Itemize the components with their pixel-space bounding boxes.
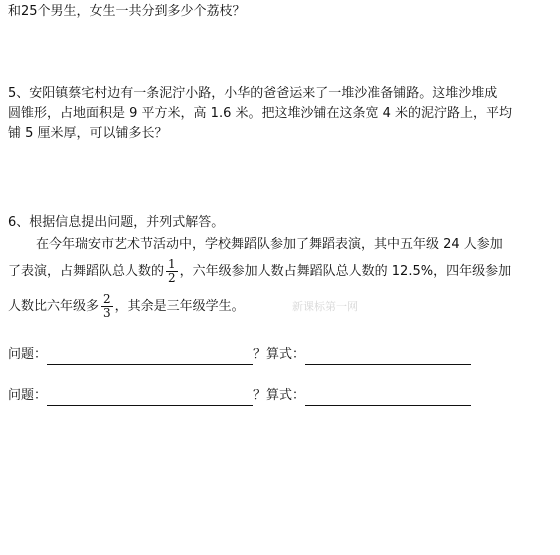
formula-label: ？算式： (253, 388, 306, 403)
formula-blank[interactable] (305, 391, 471, 406)
fraction-numerator: 2 (103, 292, 111, 306)
q6-line-2: 在今年瑞安市艺术节活动中，学校舞蹈队参加了舞蹈表演，其中五年级 24 人参加 (36, 237, 503, 252)
q6-line-3 (8, 258, 511, 285)
q6-line-4-part-a: 人数比六年级多 (8, 299, 100, 314)
q5-line-1: 5、安阳镇蔡宅村边有一条泥泞小路，小华的爸爸运来了一堆沙准备铺路。这堆沙堆成 (8, 86, 498, 101)
q6-line-1: 6、根据信息提出问题，并列式解答。 (8, 215, 225, 230)
watermark: 新课标第一网 (292, 300, 358, 313)
q5-line-3: 铺 5 厘米厚，可以铺多长？ (8, 126, 168, 141)
fraction-numerator: 1 (168, 257, 176, 271)
fraction-denominator: 2 (168, 271, 176, 285)
question-label: 问题： (8, 347, 48, 362)
q5-line-2: 圆锥形，占地面积是 9 平方米，高 1.6 米。把这堆沙铺在这条宽 4 米的泥泞路上，平均 (8, 106, 513, 121)
q6-line-4 (8, 293, 245, 320)
question-blank[interactable] (47, 350, 253, 365)
question-label: 问题： (8, 388, 48, 403)
formula-blank[interactable] (305, 350, 471, 365)
q6-line-3-part-b: ，六年级参加人数占舞蹈队总人数的 12.5%，四年级参加 (179, 264, 512, 279)
formula-label: ？算式： (253, 347, 306, 362)
q4-tail-text: 和25个男生，女生一共分到多少个荔枝？ (8, 4, 246, 19)
question-blank[interactable] (47, 391, 253, 406)
q6-line-3-part-a: 了表演，占舞蹈队总人数的 (8, 264, 165, 279)
fraction-two-thirds (101, 293, 113, 320)
fraction-denominator: 3 (103, 306, 111, 320)
q6-line-4-part-b: ，其余是三年级学生。 (114, 299, 245, 314)
answer-row-2 (8, 386, 471, 406)
answer-row-1 (8, 345, 471, 365)
fraction-one-half (166, 258, 178, 285)
